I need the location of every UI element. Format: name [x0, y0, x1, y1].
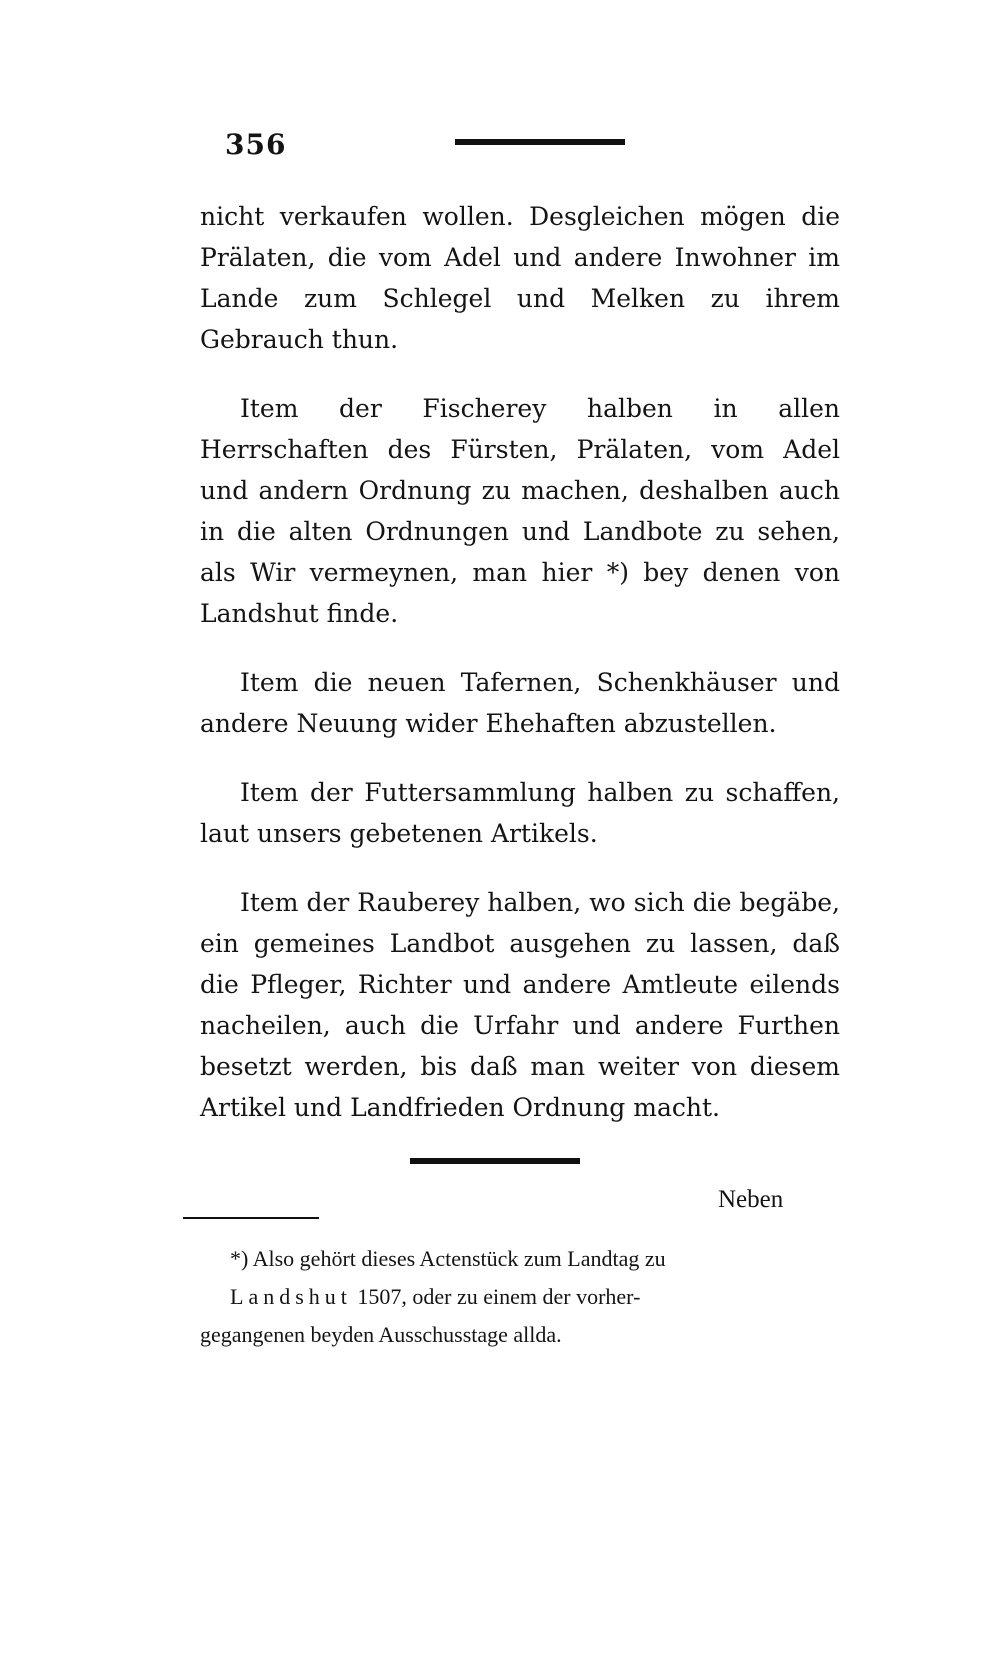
- footnote-line-2: [200, 1278, 840, 1316]
- paragraph-5: Item der Rauberey halben, wo sich die begäbe, ein gemeines Landbot ausgehen zu lassen, daß die Pfleger, Richter und andere Amtleute eilends nacheilen, auch die Urfahr und andere Furthen besetzt werden, bis daß man weiter von diesem Artikel und Landfrieden Ordnung macht.: [200, 888, 840, 1122]
- paragraph-1: nicht verkaufen wollen. Desgleichen mögen die Prälaten, die vom Adel und andere Inwohner im Lande zum Schlegel und Melken zu ihrem Gebrauch thun.: [200, 202, 840, 354]
- footnote: [200, 1240, 840, 1354]
- paragraph-2: Item der Fischerey halben in allen Herrschaften des Fürsten, Prälaten, vom Adel und andern Ordnung zu machen, deshalben auch in die alten Ordnungen und Landbote zu sehen, als Wir vermeynen, man hier *) bey denen von Landshut finde.: [200, 394, 840, 628]
- footnote-rule: [183, 1217, 319, 1219]
- section-end-rule: [410, 1158, 580, 1164]
- footnote-line-3: gegangenen beyden Ausschusstage allda.: [200, 1322, 562, 1347]
- paragraph-4: Item der Futtersammlung halben zu schaffen, laut unsers gebetenen Artikels.: [200, 778, 840, 848]
- header-rule: [455, 139, 625, 145]
- catchword: Neben: [718, 1186, 784, 1213]
- footnote-place: Landshut: [230, 1284, 352, 1309]
- footnote-line-2-rest: 1507, oder zu einem der vorher-: [357, 1284, 641, 1309]
- footnote-line-1: *) Also gehört dieses Actenstück zum Landtag zu: [230, 1246, 666, 1271]
- paragraph-3: Item die neuen Tafernen, Schenkhäuser und andere Neuung wider Ehehaften abzustellen.: [200, 668, 840, 738]
- main-text: [200, 196, 840, 1156]
- page-header: [200, 128, 840, 168]
- page-number: 356: [225, 128, 287, 161]
